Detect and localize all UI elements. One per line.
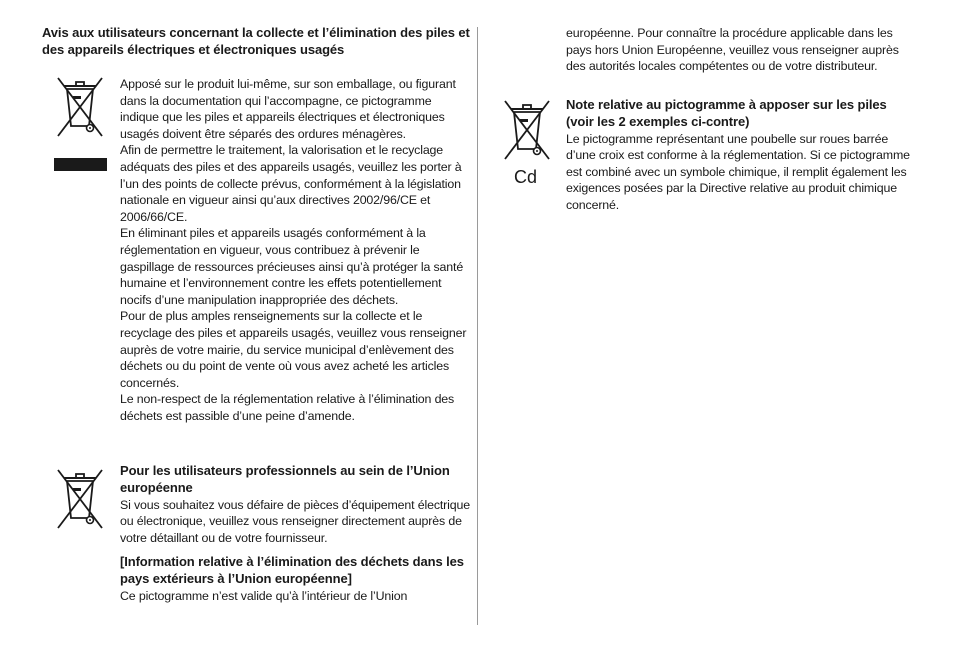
intro-paragraph: Apposé sur le produit lui-même, sur son emballage, ou figurant dans la documentation qui l’accompagne, ce pictogramme indique que les piles et appareils électriques et électroniques usagés doivent être séparés des ordures ménagères. (120, 77, 456, 141)
intro-text (120, 76, 472, 424)
continued-text (566, 25, 916, 75)
chemical-symbol: Cd (514, 167, 538, 187)
black-bar-marker (54, 158, 107, 171)
professional-text: Si vous souhaitez vous défaire de pièces d’équipement électrique ou électronique, veuillez vous renseigner directement auprès de votre détaillant ou de votre fournisseur. (120, 497, 470, 545)
crossed-wheelie-bin-icon (497, 99, 557, 169)
crossed-wheelie-bin-icon (50, 468, 110, 538)
note-heading: Note relative au pictogramme à apposer sur les piles (voir les 2 exemples ci-contre) (566, 97, 887, 129)
notice-title: Avis aux utilisateurs concernant la collecte et l’élimination des piles et des appareils électriques et électroniques usagés (42, 25, 470, 57)
intro-paragraph: Pour de plus amples renseignements sur la collecte et le recyclage des piles et appareils usagés, veuillez vous renseigner auprès de votre mairie, du service municipal d’enlèvement des déchets ou du point de vente où vous avez acheté les articles concernés. (120, 309, 467, 390)
note-text: Le pictogramme représentant une poubelle sur roues barrée d’une croix est conforme à la réglementation. Si ce pictogramme est combiné avec un symbole chimique, il remplit également les exigences posées par la Directive relative au produit chimique concerné. (566, 131, 910, 212)
column-divider (477, 27, 478, 625)
intro-paragraph: En éliminant piles et appareils usagés conformément à la réglementation en vigueur, vous contribuez à prévenir le gaspillage de ressources précieuses ainsi qu’à protéger la santé humaine et l’environnement contre les effets potentiellement nocifs d’une manipulation inappropriée des déchets. (120, 226, 464, 307)
intro-paragraph: Le non-respect de la réglementation relative à l’élimination des déchets est passible d’une peine d’amende. (120, 392, 455, 423)
professional-heading: Pour les utilisateurs professionnels au sein de l’Union européenne (120, 463, 450, 495)
note-section (566, 97, 916, 214)
intro-paragraph: Afin de permettre le traitement, la valorisation et le recyclage adéquats des piles et des appareils usagés, veuillez les porter à l’un des points de collecte prévus, conformément à la législation nationale en vigueur ainsi qu’aux directives 2002/96/CE et 2006/66/CE. (120, 143, 462, 224)
outside-eu-heading: [Information relative à l’élimination des déchets dans les pays extérieurs à l’Union européenne] (120, 554, 464, 587)
continued-paragraph: européenne. Pour connaître la procédure applicable dans les pays hors Union Européenne, veuillez vous renseigner auprès des autorités locales compétentes ou de votre distributeur. (566, 26, 899, 74)
professional-section (120, 463, 472, 605)
crossed-wheelie-bin-icon (50, 76, 110, 156)
outside-eu-text: Ce pictogramme n’est valide qu’à l’intérieur de l’Union (120, 588, 408, 603)
